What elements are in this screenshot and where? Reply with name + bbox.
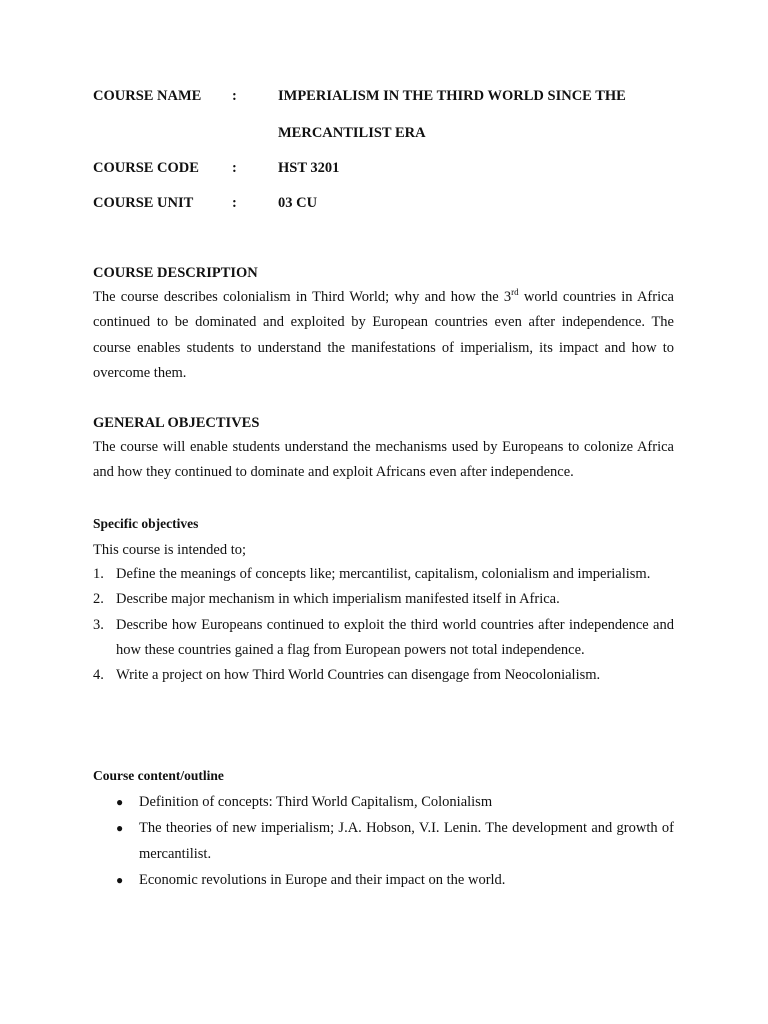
list-item: [93, 663, 674, 688]
list-number: 2.: [93, 591, 104, 608]
bullet-icon: ●: [116, 821, 124, 835]
description-text-part1: The course describes colonialism in Third World; why and how the 3: [93, 289, 512, 305]
course-code-label: COURSE CODE: [93, 160, 199, 176]
list-item: [116, 867, 674, 893]
course-content-list: [116, 789, 674, 893]
course-description-text: [93, 285, 674, 386]
course-unit-colon: :: [232, 195, 237, 211]
list-item: [93, 562, 674, 587]
list-item: [93, 613, 674, 664]
list-item-text: Economic revolutions in Europe and their impact on the world.: [139, 872, 506, 888]
general-objectives-heading: GENERAL OBJECTIVES: [93, 415, 260, 431]
course-name-colon: :: [232, 88, 237, 104]
course-name-value-line1: IMPERIALISM IN THE THIRD WORLD SINCE THE: [278, 88, 626, 104]
list-number: 3.: [93, 616, 104, 633]
course-description-heading: COURSE DESCRIPTION: [93, 265, 258, 281]
list-item-text: Define the meanings of concepts like; mercantilist, capitalism, colonialism and imperialism.: [116, 566, 651, 582]
specific-objectives-intro: This course is intended to;: [93, 542, 247, 558]
course-code-colon: :: [232, 160, 237, 176]
list-item-text: Describe how Europeans continued to exploit the third world countries after independence and how these countries gained a flag from European powers not total independence.: [116, 616, 674, 658]
specific-objectives-heading: Specific objectives: [93, 516, 199, 531]
course-unit-label: COURSE UNIT: [93, 195, 194, 211]
list-item: [116, 815, 674, 867]
course-code-value: HST 3201: [278, 160, 340, 176]
list-number: 4.: [93, 667, 104, 684]
list-item: [116, 789, 674, 815]
general-objectives-text: The course will enable students understand the mechanisms used by Europeans to colonize Africa and how they continued to dominate and exploit Africans even after independence.: [93, 439, 674, 481]
bullet-icon: ●: [116, 795, 124, 809]
list-item: [93, 587, 674, 612]
list-item-text: Write a project on how Third World Countries can disengage from Neocolonialism.: [116, 667, 601, 684]
course-unit-value: 03 CU: [278, 195, 318, 211]
course-name-value-line2: MERCANTILIST ERA: [278, 125, 426, 141]
course-content-heading: Course content/outline: [93, 768, 224, 783]
list-item-text: The theories of new imperialism; J.A. Hobson, V.I. Lenin. The development and growth of mercantilist.: [139, 820, 674, 862]
list-item-text: Definition of concepts: Third World Capitalism, Colonialism: [139, 794, 493, 810]
course-name-label: COURSE NAME: [93, 88, 202, 104]
list-number: 1.: [93, 566, 104, 582]
bullet-icon: ●: [116, 873, 124, 887]
list-item-text: Describe major mechanism in which imperialism manifested itself in Africa.: [116, 591, 560, 608]
description-text-part2: world countries in Africa continued to be dominated and exploited by European countries even after independence. The course enables students to understand the manifestations of imperialism, its impact and how to overcome them.: [93, 289, 674, 381]
specific-objectives-list: [93, 562, 674, 688]
description-superscript: rd: [511, 287, 519, 297]
